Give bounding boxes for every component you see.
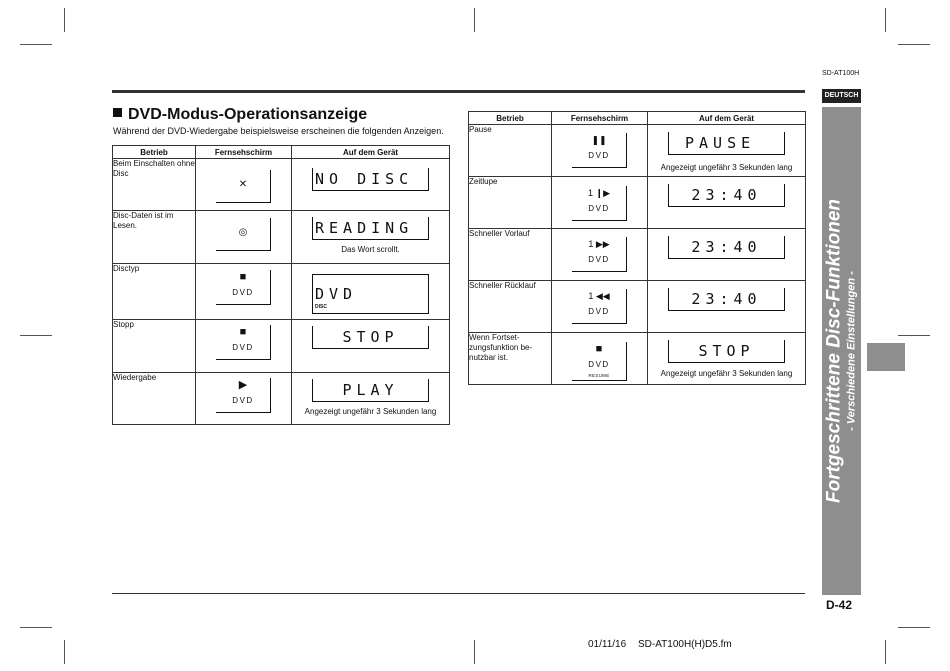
operation-label: Wenn Fortset-zungsfunktion be-nutzbar ist. <box>469 333 552 385</box>
operation-label: Beim Einschalten ohne Disc <box>113 159 196 211</box>
crop-mark <box>885 640 886 664</box>
lcd-text: NO DISC <box>315 170 414 188</box>
tv-display-cell <box>552 125 648 177</box>
slow-motion-icon: ❙▶ <box>595 188 610 198</box>
crop-mark <box>20 44 52 45</box>
device-display-cell <box>292 320 450 373</box>
table-row <box>113 373 450 425</box>
table-row <box>113 320 450 373</box>
tv-speed-row <box>572 187 626 200</box>
device-display-cell <box>292 211 450 264</box>
right-operation-table <box>468 111 806 385</box>
device-note: Angezeigt ungefähr 3 Sekunden lang <box>660 369 793 378</box>
table-header-row <box>113 146 450 159</box>
lcd-display <box>312 168 429 191</box>
table-row <box>469 281 806 333</box>
tv-screen <box>572 133 627 168</box>
device-display-cell <box>292 264 450 320</box>
tv-label: DVD <box>588 360 610 369</box>
device-display-cell <box>292 159 450 211</box>
table-row <box>113 264 450 320</box>
tv-screen <box>216 218 271 251</box>
operation-label: Schneller Vorlauf <box>469 229 552 281</box>
tv-screen <box>216 170 271 203</box>
section-subtitle: Während der DVD-Wiedergabe beispielsweise erscheinen die folgenden Anzeigen. <box>113 126 444 136</box>
tv-speed-row <box>572 290 626 303</box>
col-operation: Betrieb <box>113 146 196 159</box>
pause-icon: ❚❚ <box>591 135 607 145</box>
tv-screen <box>216 270 271 305</box>
crop-mark <box>64 8 65 32</box>
device-note: Angezeigt ungefähr 3 Sekunden lang <box>660 163 793 172</box>
side-title-sub: - Verschiedene Einstellungen - <box>845 271 858 431</box>
fast-forward-icon: ▶▶ <box>595 239 610 249</box>
lcd-text: PAUSE <box>685 134 756 152</box>
table-header-row <box>469 112 806 125</box>
lcd-display <box>668 184 785 207</box>
tv-screen <box>572 342 627 381</box>
model-number: SD-AT100H <box>822 70 860 77</box>
page-number: D-42 <box>826 598 853 612</box>
fast-reverse-icon: ◀◀ <box>595 291 610 301</box>
table-row <box>469 125 806 177</box>
stop-icon: ■ <box>595 343 603 355</box>
tv-label: DVD <box>588 204 610 213</box>
lcd-display <box>668 340 785 363</box>
crop-mark <box>20 627 52 628</box>
col-operation: Betrieb <box>469 112 552 125</box>
device-note: Das Wort scrollt. <box>341 245 400 254</box>
tv-display-cell <box>196 373 292 425</box>
lcd-display <box>668 132 785 155</box>
operation-label: Zeitlupe <box>469 177 552 229</box>
device-display-cell <box>648 125 806 177</box>
table-row <box>469 333 806 385</box>
crop-mark <box>20 335 52 336</box>
tv-display-cell <box>196 159 292 211</box>
square-bullet-icon <box>113 108 122 117</box>
tv-label: DVD <box>588 307 610 316</box>
tv-screen <box>216 325 271 360</box>
side-title <box>824 121 859 581</box>
lcd-text: 23:40 <box>691 186 762 204</box>
tv-display-cell <box>552 333 648 385</box>
lcd-display <box>312 217 429 240</box>
crop-mark <box>885 8 886 32</box>
side-tab <box>867 343 905 371</box>
tv-display-cell <box>552 229 648 281</box>
tv-label: DVD <box>232 288 254 297</box>
stop-icon: ■ <box>239 326 247 338</box>
disc-reading-icon: ◎ <box>238 227 248 238</box>
lcd-display <box>312 274 429 314</box>
resume-label: RESUME <box>588 373 610 378</box>
table-row <box>469 229 806 281</box>
tv-speed-row <box>572 238 626 251</box>
play-icon: ▶ <box>238 379 248 391</box>
operation-label: Wiedergabe <box>113 373 196 425</box>
tv-screen <box>216 378 271 413</box>
section-title <box>113 106 367 124</box>
tv-display-cell <box>196 211 292 264</box>
crop-mark <box>64 640 65 664</box>
crop-mark <box>474 8 475 32</box>
operation-label: Pause <box>469 125 552 177</box>
lcd-small-text: DISC <box>315 304 327 310</box>
operation-label: Schneller Rücklauf <box>469 281 552 333</box>
speed-number: 1 <box>588 188 594 198</box>
operation-label: Disctyp <box>113 264 196 320</box>
tv-screen <box>572 186 627 221</box>
device-display-cell <box>648 333 806 385</box>
footer-file: SD-AT100H(H)D5.fm <box>638 639 732 650</box>
top-rule <box>112 90 805 93</box>
lcd-display <box>668 236 785 259</box>
device-display-cell <box>292 373 450 425</box>
table-row <box>113 159 450 211</box>
crop-mark <box>898 627 930 628</box>
crop-mark <box>898 44 930 45</box>
tv-label: DVD <box>588 255 610 264</box>
side-title-main: Fortgeschrittene Disc-Funktionen <box>823 198 845 504</box>
bottom-rule <box>112 593 805 594</box>
col-tv: Fernsehschirm <box>552 112 648 125</box>
tv-display-cell <box>552 281 648 333</box>
lcd-text: PLAY <box>342 381 399 399</box>
device-display-cell <box>648 177 806 229</box>
lcd-text: READING <box>315 219 414 237</box>
tv-display-cell <box>196 320 292 373</box>
operation-label: Stopp <box>113 320 196 373</box>
lcd-text: DVD <box>315 285 358 303</box>
lcd-text: 23:40 <box>691 290 762 308</box>
col-device: Auf dem Gerät <box>648 112 806 125</box>
col-tv: Fernsehschirm <box>196 146 292 159</box>
tv-screen <box>572 237 627 272</box>
tv-label: DVD <box>588 151 610 160</box>
crop-mark <box>898 335 930 336</box>
device-display-cell <box>648 281 806 333</box>
col-device: Auf dem Gerät <box>292 146 450 159</box>
footer-date: 01/11/16 <box>588 639 627 650</box>
lcd-text: STOP <box>698 342 755 360</box>
table-row <box>113 211 450 264</box>
tv-screen <box>572 289 627 324</box>
stop-icon: ■ <box>239 271 247 283</box>
speed-number: 1 <box>588 239 594 249</box>
tv-label: DVD <box>232 343 254 352</box>
lcd-display <box>312 379 429 402</box>
table-row <box>469 177 806 229</box>
left-operation-table <box>112 145 450 425</box>
section-title-text: DVD-Modus-Operationsanzeige <box>128 106 368 123</box>
lcd-text: STOP <box>342 328 399 346</box>
tv-display-cell <box>552 177 648 229</box>
tv-label: DVD <box>232 396 254 405</box>
operation-label: Disc-Daten ist im Lesen. <box>113 211 196 264</box>
lcd-text: 23:40 <box>691 238 762 256</box>
tv-display-cell <box>196 264 292 320</box>
lcd-display <box>312 326 429 349</box>
speed-number: 1 <box>588 291 594 301</box>
lcd-display <box>668 288 785 311</box>
no-disc-icon: ✕ <box>238 179 248 190</box>
device-note: Angezeigt ungefähr 3 Sekunden lang <box>304 407 437 416</box>
crop-mark <box>474 640 475 664</box>
device-display-cell <box>648 229 806 281</box>
language-badge: DEUTSCH <box>822 89 861 103</box>
